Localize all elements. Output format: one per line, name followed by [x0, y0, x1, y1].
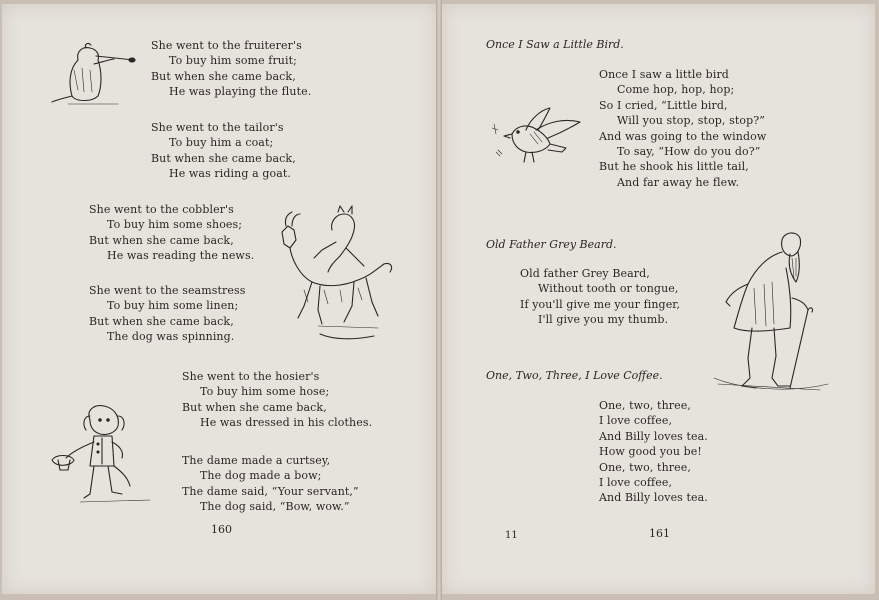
verse-line: To say, “How do you do?”: [617, 145, 761, 159]
verse-line: The dame said, “Your servant,”: [182, 484, 359, 498]
verse-line: She went to the cobbler's: [89, 203, 234, 216]
poem-title: Old Father Grey Beard.: [486, 238, 617, 251]
dog-playing-flute-icon: [48, 40, 138, 110]
verse-line: Will you stop, stop, stop?”: [617, 114, 765, 128]
stanza-curtsey: [182, 453, 359, 515]
verse-line: He was reading the news.: [107, 249, 255, 263]
dressed-dog-with-hat-icon: [50, 402, 154, 514]
verse-line: I love coffee,: [599, 476, 673, 490]
verse-line: The dog made a bow;: [200, 469, 322, 483]
verse-line: But he shook his little tail,: [599, 160, 749, 174]
verse-line: She went to the fruiterer's: [151, 39, 302, 52]
verse-line: He was riding a goat.: [169, 167, 291, 181]
verse-line: Old father Grey Beard,: [520, 267, 650, 280]
poem-title: Once I Saw a Little Bird.: [486, 38, 624, 51]
verse-line: To buy him some shoes;: [107, 218, 243, 232]
stanza-seamstress: [89, 283, 245, 345]
verse-line: The dog was spinning.: [107, 330, 235, 344]
verse-line: He was dressed in his clothes.: [200, 416, 373, 430]
verse-line: To buy him some linen;: [107, 299, 239, 313]
verse-line: But when she came back,: [182, 400, 327, 414]
verse-line: Without tooth or tongue,: [538, 282, 679, 296]
verse-line: He was playing the flute.: [169, 85, 312, 99]
verse-line: Once I saw a little bird: [599, 68, 729, 81]
signature-mark: 11: [505, 530, 518, 541]
verse-line: And was going to the window: [599, 129, 767, 143]
stanza-hosier: [182, 369, 372, 431]
right-page: [442, 4, 875, 594]
verse-line: To buy him a coat;: [169, 136, 274, 150]
verse-line: If you'll give me your finger,: [520, 297, 681, 311]
poem-coffee: [599, 398, 708, 506]
verse-line: How good you be!: [599, 445, 702, 459]
verse-line: And Billy loves tea.: [599, 491, 708, 505]
verse-line: I'll give you my thumb.: [538, 313, 669, 327]
verse-line: She went to the seamstress: [89, 284, 246, 297]
page-number: 161: [649, 527, 670, 540]
dog-riding-goat-icon: [274, 206, 398, 348]
stanza-cobbler: [89, 202, 254, 264]
verse-line: One, two, three,: [599, 460, 691, 474]
left-page: [2, 4, 436, 594]
verse-line: And Billy loves tea.: [599, 429, 708, 443]
poem-little-bird: [599, 67, 766, 190]
verse-line: But when she came back,: [151, 151, 296, 165]
poem-grey-beard: [520, 266, 680, 328]
verse-line: Come hop, hop, hop;: [617, 83, 735, 97]
verse-line: She went to the hosier's: [182, 370, 320, 383]
verse-line: But when she came back,: [89, 233, 234, 247]
verse-line: She went to the tailor's: [151, 121, 284, 134]
verse-line: To buy him some hose;: [200, 385, 330, 399]
verse-line: But when she came back,: [151, 69, 296, 83]
verse-line: To buy him some fruit;: [169, 54, 297, 68]
poem-title: One, Two, Three, I Love Coffee.: [486, 369, 663, 382]
verse-line: I love coffee,: [599, 414, 673, 428]
old-man-with-cane-icon: [708, 228, 832, 400]
verse-line: The dog said, “Bow, wow.”: [200, 500, 350, 514]
verse-line: And far away he flew.: [617, 175, 740, 189]
verse-line: One, two, three,: [599, 399, 691, 412]
stanza-tailor: [151, 120, 296, 182]
verse-line: The dame made a curtsey,: [182, 454, 331, 467]
page-number: 160: [211, 523, 232, 536]
verse-line: But when she came back,: [89, 314, 234, 328]
verse-line: So I cried, “Little bird,: [599, 98, 728, 112]
stanza-fruiterer: [151, 38, 311, 100]
little-bird-icon: [486, 104, 586, 170]
